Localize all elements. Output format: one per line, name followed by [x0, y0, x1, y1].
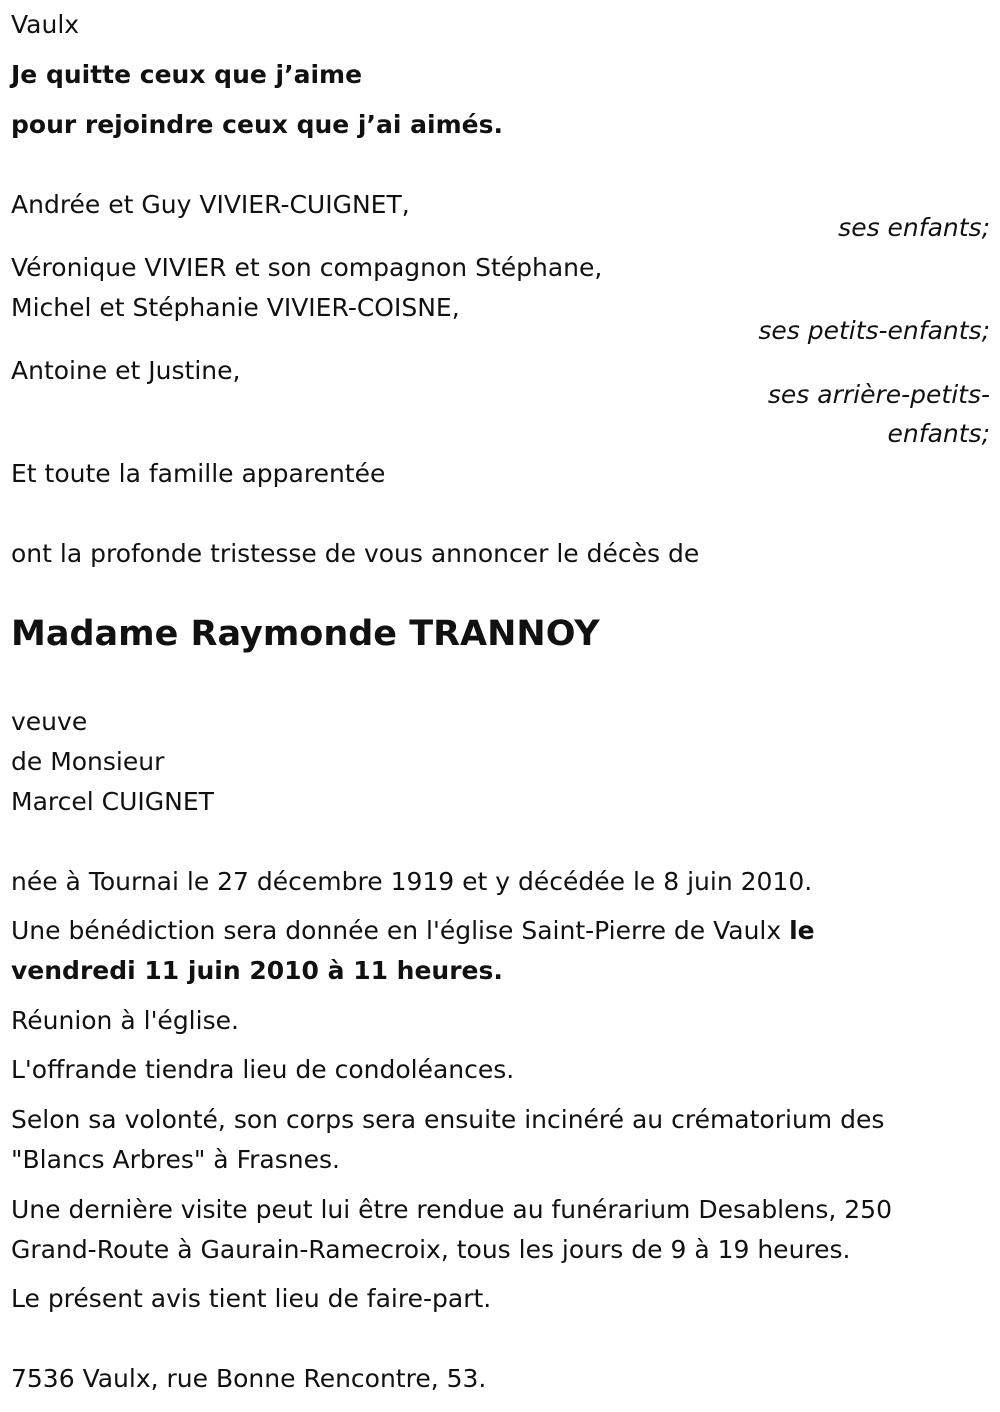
great-grandchildren-names: Antoine et Justine,	[11, 356, 241, 385]
great-grandchildren-role-line-1: ses arrière-petits-	[767, 380, 990, 409]
offering-text: L'offrande tiendra lieu de condoléances.	[11, 1055, 515, 1084]
visit-line-2: Grand-Route à Gaurain-Ramecroix, tous les jours de 9 à 19 heures.	[11, 1235, 851, 1264]
epigraph-line-2: pour rejoindre ceux que j’ai aimés.	[11, 110, 503, 139]
cremation-line-2: "Blancs Arbres" à Frasnes.	[11, 1145, 340, 1174]
birth-death-text: née à Tournai le 27 décembre 1919 et y décédée le 8 juin 2010.	[11, 867, 813, 896]
grandchild-name-1: Véronique VIVIER et son compagnon Stéphane,	[11, 253, 603, 282]
location-header: Vaulx	[11, 10, 80, 39]
widow-line-1: veuve	[11, 707, 88, 736]
ceremony-date-time: vendredi 11 juin 2010 à 11 heures.	[11, 956, 503, 985]
great-grandchildren-role-line-2: enfants;	[887, 419, 990, 448]
epigraph-line-1: Je quitte ceux que j’aime	[11, 60, 363, 89]
ceremony-bold-start: le	[789, 916, 815, 945]
address-text: 7536 Vaulx, rue Bonne Rencontre, 53.	[11, 1364, 487, 1393]
widow-line-3: Marcel CUIGNET	[11, 787, 214, 816]
children-names: Andrée et Guy VIVIER-CUIGNET,	[11, 190, 410, 219]
children-role: ses enfants;	[838, 213, 990, 242]
announcement-text: ont la profonde tristesse de vous annoncer le décès de	[11, 539, 700, 568]
grandchildren-role: ses petits-enfants;	[758, 316, 990, 345]
ceremony-line-1	[11, 916, 815, 946]
notice-text: Le présent avis tient lieu de faire-part.	[11, 1284, 492, 1313]
extended-family: Et toute la famille apparentée	[11, 459, 386, 488]
grandchild-name-2: Michel et Stéphanie VIVIER-COISNE,	[11, 293, 460, 322]
meeting-text: Réunion à l'église.	[11, 1006, 239, 1035]
cremation-line-1: Selon sa volonté, son corps sera ensuite incinéré au crématorium des	[11, 1105, 885, 1134]
widow-line-2: de Monsieur	[11, 747, 165, 776]
ceremony-text: Une bénédiction sera donnée en l'église Saint-Pierre de Vaulx	[11, 916, 790, 945]
deceased-name: Madame Raymonde TRANNOY	[11, 614, 600, 654]
visit-line-1: Une dernière visite peut lui être rendue au funérarium Desablens, 250	[11, 1195, 892, 1224]
